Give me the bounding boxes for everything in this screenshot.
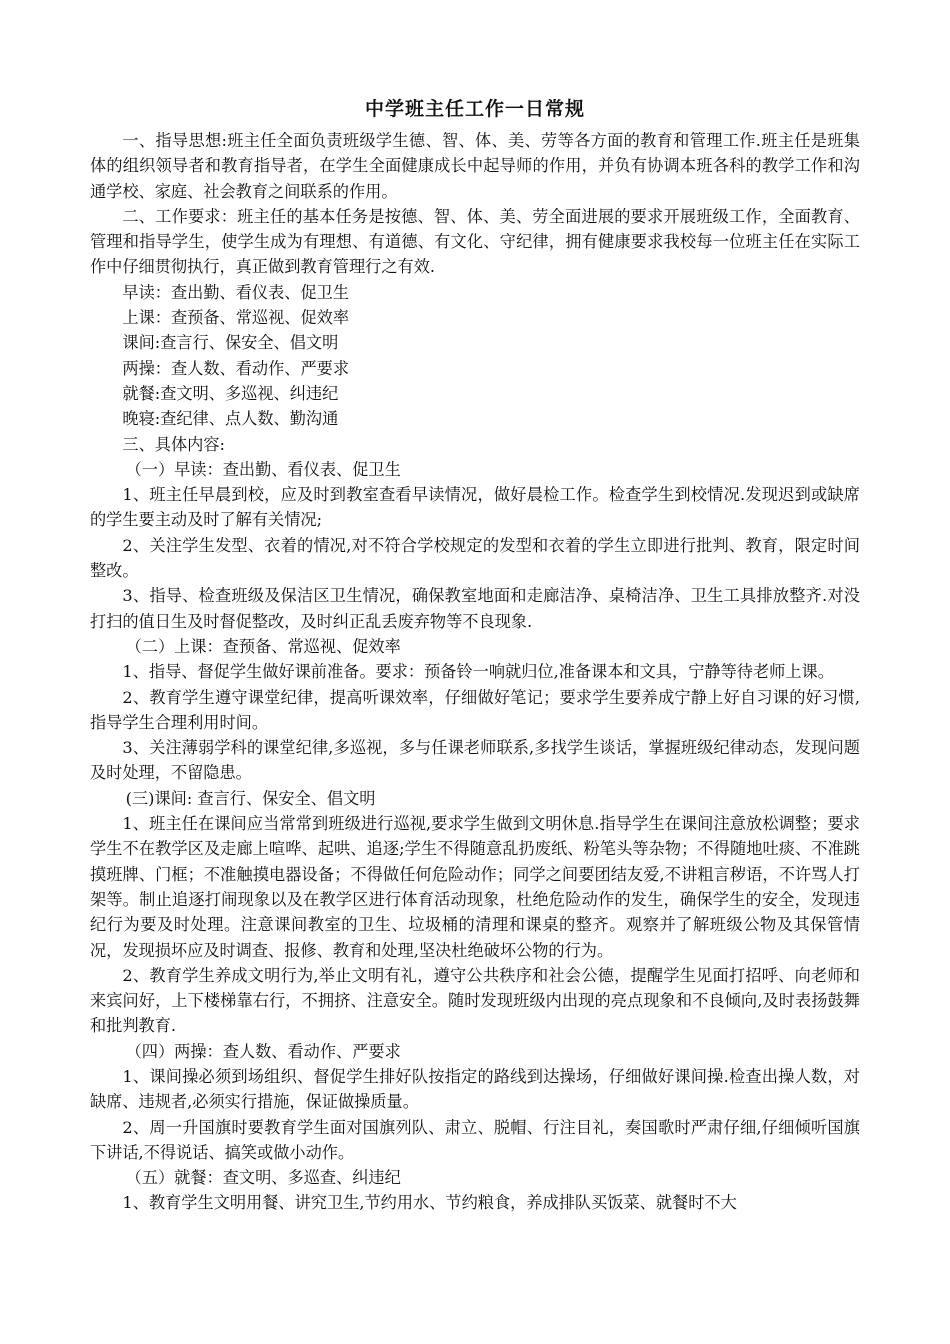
summary-exercises: 两操：查人数、看动作、严要求: [122, 358, 350, 378]
break-item-1: 1、班主任在课间应当常常到班级进行巡视,要求学生做到文明休息.指导学生在课间注意放松调整；要求学生不在教学区及走廊上喧哗、起哄、追逐;学生不得随意乱扔废纸、粉笔头等杂物；不得随地吐痰、不准跳摸班牌、门框；不准触摸电器设备；不得做任何危险动作；同学之间要团结友爱,不讲粗言秽语，不许骂人打架等。制止追逐打闹现象以及在教学区进行体育活动现象，杜绝危险动作的发生，确保学生的安全，发现违纪行为要及时处理。注意课间教室的卫生、垃圾桶的清理和课桌的整齐。观察并了解班级公物及其保管情况，发现损坏应及时调查、报修、教育和处理,坚决杜绝破坏公物的行为。: [90, 814, 860, 960]
document-body: [90, 128, 860, 1216]
break-item-2: 2、教育学生养成文明行为,举止文明有礼，遵守公共秩序和社会公德，提醒学生见面打招呼、向老师和来宾问好，上下楼梯靠右行，不拥挤、注意安全。随时发现班级内出现的亮点现象和不良倾向,及时表扬鼓舞和批判教育.: [90, 965, 860, 1036]
section-break-heading: (三)课间: 查言行、保安全、倡文明: [125, 788, 376, 808]
document-page: [90, 96, 860, 1216]
morning-reading-item-3: 3、指导、检查班级及保洁区卫生情况，确保教室地面和走廊洁净、桌椅洁净、卫生工具排放整齐.对没打扫的值日生及时督促整改，及时纠正乱丢废弃物等不良现象.: [90, 586, 860, 631]
summary-meals: 就餐:查文明、多巡视、纠违纪: [122, 383, 339, 403]
summary-morning-reading: 早读：查出勤、看仪表、促卫生: [122, 282, 350, 302]
summary-class: 上课：查预备、常巡视、促效率: [122, 308, 350, 328]
work-requirements-paragraph: 二、工作要求：班主任的基本任务是按德、智、体、美、劳全面进展的要求开展班级工作，全面教育、管理和指导学生，使学生成为有理想、有道德、有文化、守纪律，拥有健康要求我校每一位班主任在实际工作中仔细贯彻执行，真正做到教育管理行之有效.: [90, 206, 860, 277]
section-morning-reading-heading: （一）早读：查出勤、看仪表、促卫生: [125, 459, 401, 479]
guiding-ideology-paragraph: 一、指导思想:班主任全面负责班级学生德、智、体、美、劳等各方面的教育和管理工作.班主任是班集体的组织领导者和教育指导者，在学生全面健康成长中起导师的作用，并负有协调本班各科的教学工作和沟通学校、家庭、社会教育之间联系的作用。: [90, 131, 860, 201]
section-exercises-heading: （四）两操：查人数、看动作、严要求: [125, 1041, 401, 1061]
meals-item-1: 1、教育学生文明用餐、讲究卫生,节约用水、节约粮食，养成排队买饭菜、就餐时不大: [122, 1193, 737, 1213]
class-item-2: 2、教育学生遵守课堂纪律，提高听课效率，仔细做好笔记；要求学生要养成宁静上好自习课的好习惯,指导学生合理利用时间。: [90, 687, 860, 732]
section-class-heading: （二）上课：查预备、常巡视、促效率: [125, 636, 401, 656]
morning-reading-item-1: 1、班主任早晨到校，应及时到教室查看早读情况，做好晨检工作。检查学生到校情况.发现迟到或缺席的学生要主动及时了解有关情况;: [90, 485, 860, 530]
morning-reading-item-2: 2、关注学生发型、衣着的情况,对不符合学校规定的发型和衣着的学生立即进行批判、教育，限定时间整改。: [90, 535, 860, 581]
class-item-3: 3、关注薄弱学科的课堂纪律,多巡视，多与任课老师联系,多找学生谈话，掌握班级纪律动态，发现问题及时处理，不留隐患。: [90, 738, 860, 783]
section-meals-heading: （五）就餐：查文明、多巡查、纠违纪: [125, 1168, 401, 1188]
class-item-1: 1、指导、督促学生做好课前准备。要求：预备铃一响就归位,准备课本和文具，宁静等待老师上课。: [122, 662, 834, 682]
exercises-item-1: 1、课间操必须到场组织、督促学生排好队按指定的路线到达操场，仔细做好课间操.检查出操人数，对缺席、违规者,必须实行措施，保证做操质量。: [90, 1066, 860, 1112]
document-title: 中学班主任工作一日常规: [364, 98, 585, 120]
specific-content-heading: 三、具体内容:: [122, 434, 225, 454]
summary-bedtime: 晚寝:查纪律、点人数、勤沟通: [122, 409, 339, 429]
summary-break: 课间:查言行、保安全、倡文明: [122, 333, 339, 353]
exercises-item-2: 2、周一升国旗时要教育学生面对国旗列队、肃立、脱帽、行注目礼，奏国歌时严肃仔细,仔细倾听国旗下讲话,不得说话、搞笑或做小动作。: [90, 1117, 860, 1162]
